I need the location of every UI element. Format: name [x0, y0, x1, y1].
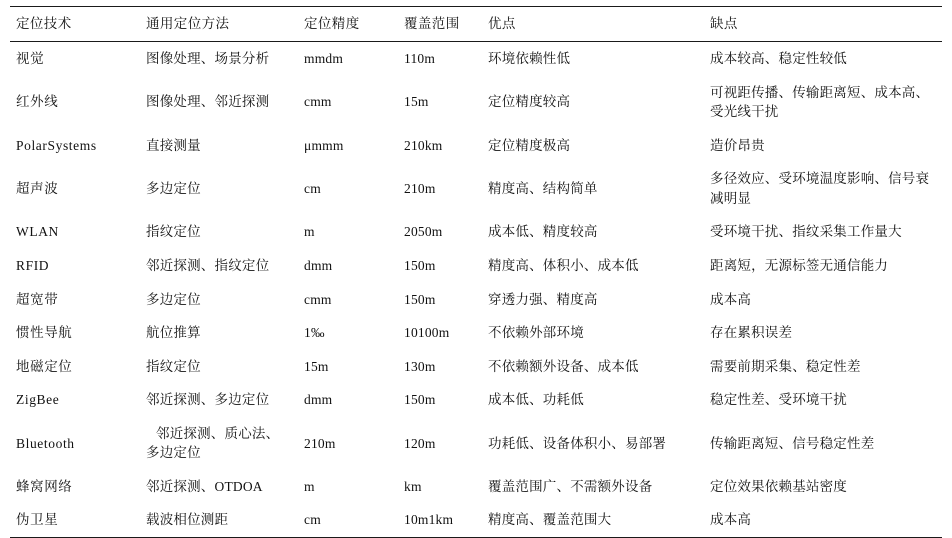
cell-pros: 不依赖外部环境: [488, 325, 584, 341]
cell-cons: 距离短，无源标签无通信能力: [710, 257, 889, 273]
cell-cons: 传输距离短、信号稳定性差: [710, 435, 875, 451]
cell-method: 图像处理、场景分析: [146, 51, 270, 66]
cell-coverage: 110m: [404, 51, 436, 66]
cell-coverage: 120m: [404, 435, 436, 451]
cell-cons: 需要前期采集、稳定性差: [710, 358, 861, 374]
cell-accuracy: 15m: [304, 358, 329, 374]
table-row: [10, 76, 942, 129]
cell-tech: 蜂窝网络: [16, 478, 73, 494]
cell-cons: 成本高: [704, 503, 942, 537]
cell-coverage: 15m: [404, 94, 429, 110]
cell-pros: 精度高、结构简单: [488, 181, 598, 197]
cell-pros: 覆盖范围广、不需额外设备: [488, 478, 653, 494]
cell-tech: 超声波: [16, 181, 59, 197]
cell-pros: 成本低、功耗低: [488, 392, 584, 408]
cell-pros: 成本低、精度较高: [488, 224, 598, 240]
cell-method: 航位推算: [146, 325, 201, 341]
cell-cons: 可视距传播、传输距离短、成本高、受光线干扰: [710, 84, 930, 120]
cell-tech: PolarSystems: [16, 137, 97, 153]
cell-cons: 造价昂贵: [710, 137, 765, 153]
cell-method: 指纹定位: [146, 224, 201, 240]
cell-method: 图像处理、邻近探测: [146, 94, 270, 110]
column-header-coverage: 覆盖范围: [398, 7, 482, 42]
cell-accuracy: cm: [298, 503, 398, 537]
cell-pros: 功耗低、设备体积小、易部署: [488, 435, 667, 451]
table-row: [10, 215, 942, 249]
cell-coverage: 210m: [404, 181, 436, 197]
cell-method: 邻近探测、质心法、多边定位: [146, 425, 280, 461]
cell-accuracy: cm: [304, 181, 321, 197]
cell-method: 载波相位测距: [140, 503, 298, 537]
cell-method: 多边定位: [146, 291, 201, 307]
cell-pros: 环境依赖性低: [488, 51, 571, 66]
table-row: [10, 417, 942, 470]
cell-method: 直接测量: [146, 137, 201, 153]
cell-method: 邻近探测、OTDOA: [146, 478, 263, 494]
cell-method: 邻近探测、多边定位: [146, 392, 270, 408]
cell-tech: 超宽带: [16, 291, 59, 307]
cell-accuracy: dmm: [304, 392, 333, 408]
cell-tech: 伪卫星: [10, 503, 140, 537]
localization-technology-table: [10, 6, 942, 538]
table-row: [10, 470, 942, 504]
cell-accuracy: m: [304, 224, 315, 240]
cell-cons: 成本较高、稳定性较低: [710, 51, 847, 66]
cell-accuracy: dmm: [304, 257, 333, 273]
cell-cons: 成本高: [710, 291, 752, 307]
column-header-accuracy: 定位精度: [298, 7, 398, 42]
table-row: [10, 129, 942, 163]
table-row: [10, 283, 942, 317]
cell-method: 多边定位: [146, 181, 201, 197]
cell-tech: 红外线: [16, 94, 59, 110]
cell-cons: 稳定性差、受环境干扰: [710, 392, 847, 408]
cell-tech: ZigBee: [16, 392, 60, 408]
cell-cons: 定位效果依赖基站密度: [710, 478, 847, 494]
cell-coverage: 10100m: [404, 325, 450, 341]
cell-cons: 存在累积误差: [710, 325, 793, 341]
cell-pros: 精度高、覆盖范围大: [482, 503, 704, 537]
table-row: [10, 503, 942, 537]
cell-accuracy: cmm: [304, 291, 332, 307]
cell-coverage: 130m: [404, 358, 436, 374]
cell-coverage: 150m: [404, 291, 436, 307]
cell-accuracy: mmdm: [304, 51, 344, 66]
cell-tech: Bluetooth: [16, 435, 75, 451]
cell-tech: 地磁定位: [16, 358, 73, 374]
cell-coverage: 210km: [404, 137, 443, 153]
table-row: [10, 350, 942, 384]
column-header-method: 通用定位方法: [140, 7, 298, 42]
table-header: [10, 7, 942, 42]
table-row: [10, 42, 942, 76]
cell-accuracy: 210m: [304, 435, 336, 451]
cell-method: 邻近探测、指纹定位: [146, 257, 270, 273]
cell-tech: 视觉: [16, 51, 45, 66]
cell-method: 指纹定位: [146, 358, 201, 374]
cell-tech: WLAN: [16, 224, 59, 240]
table-row: [10, 316, 942, 350]
cell-accuracy: μmmm: [304, 137, 344, 153]
cell-pros: 不依赖额外设备、成本低: [488, 358, 639, 374]
cell-coverage: km: [404, 478, 422, 494]
table-row: [10, 162, 942, 215]
cell-coverage: 10m1km: [398, 503, 482, 537]
cell-tech: 惯性导航: [16, 325, 73, 341]
cell-coverage: 2050m: [404, 224, 443, 240]
column-header-tech: 定位技术: [10, 7, 140, 42]
table-row: [10, 249, 942, 283]
cell-accuracy: cmm: [304, 94, 332, 110]
cell-pros: 精度高、体积小、成本低: [488, 257, 639, 273]
cell-cons: 受环境干扰、指纹采集工作量大: [710, 224, 902, 240]
cell-cons: 多径效应、受环境温度影响、信号衰减明显: [710, 171, 930, 206]
cell-pros: 穿透力强、精度高: [488, 291, 598, 307]
table-body: [10, 42, 942, 538]
table-row: [10, 383, 942, 417]
column-header-cons: 缺点: [704, 7, 942, 42]
cell-accuracy: 1‰: [304, 325, 325, 341]
cell-coverage: 150m: [404, 392, 436, 408]
table-header-row: [10, 7, 942, 42]
cell-pros: 定位精度极高: [488, 137, 571, 153]
cell-tech: RFID: [16, 257, 50, 273]
cell-pros: 定位精度较高: [488, 94, 571, 110]
cell-accuracy: m: [304, 478, 315, 494]
cell-coverage: 150m: [404, 257, 436, 273]
column-header-pros: 优点: [482, 7, 704, 42]
